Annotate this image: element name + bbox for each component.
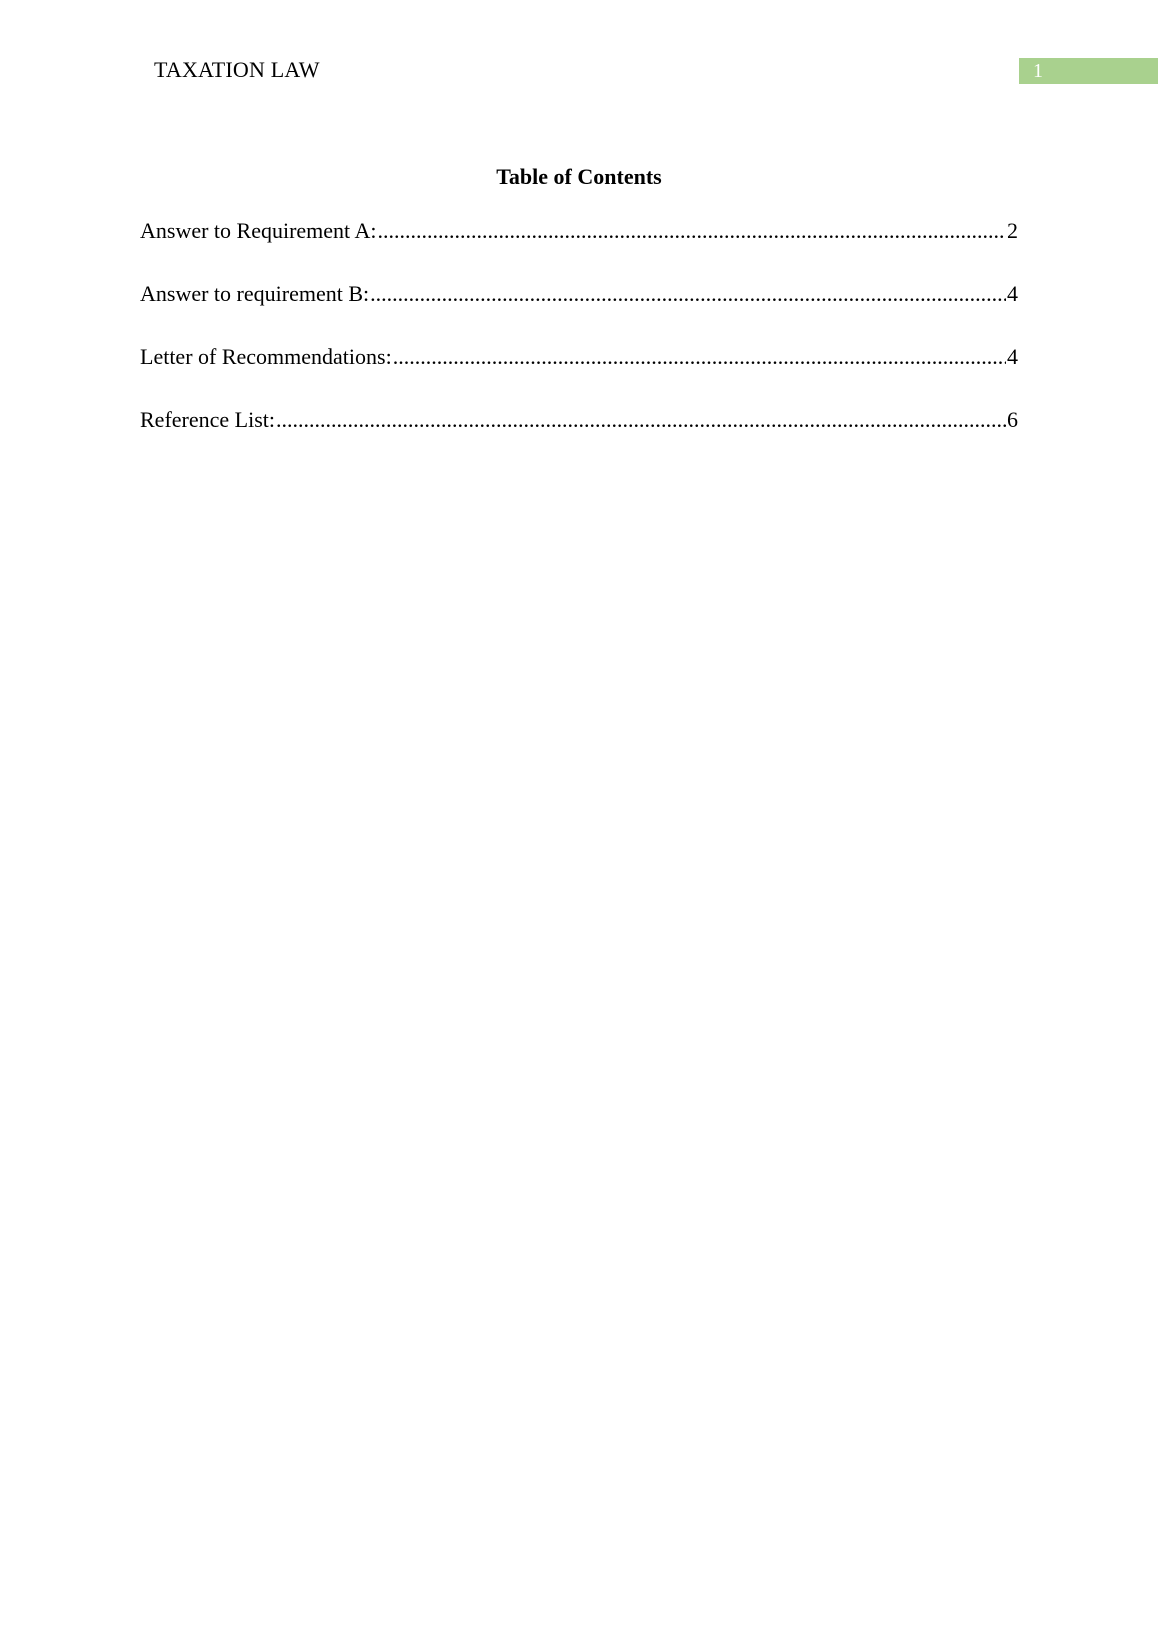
page-number-badge <box>1019 58 1158 84</box>
toc-dot-leader <box>393 340 1006 374</box>
toc-dot-leader <box>377 214 1006 248</box>
toc-list <box>140 214 1018 466</box>
running-head: TAXATION LAW <box>154 57 320 82</box>
toc-entry-page: 2 <box>1007 218 1018 243</box>
toc-dot-leader <box>370 277 1006 311</box>
toc-entry-label: Letter of Recommendations: <box>140 344 392 369</box>
toc-entry-page: 4 <box>1007 281 1018 306</box>
toc-dot-leader <box>276 403 1006 437</box>
toc-entry-label: Answer to requirement B: <box>140 281 370 306</box>
toc-entry-page: 6 <box>1007 407 1018 432</box>
page-number: 1 <box>1033 60 1043 82</box>
toc-entry-requirement-a[interactable] <box>140 214 1018 277</box>
toc-entry-page: 4 <box>1007 344 1018 369</box>
toc-entry-label: Answer to Requirement A: <box>140 218 377 243</box>
toc-entry-letter-of-recommendations[interactable] <box>140 340 1018 403</box>
toc-entry-label: Reference List: <box>140 407 275 432</box>
toc-entry-requirement-b[interactable] <box>140 277 1018 340</box>
toc-entry-reference-list[interactable] <box>140 403 1018 466</box>
toc-title: Table of Contents <box>496 164 662 189</box>
